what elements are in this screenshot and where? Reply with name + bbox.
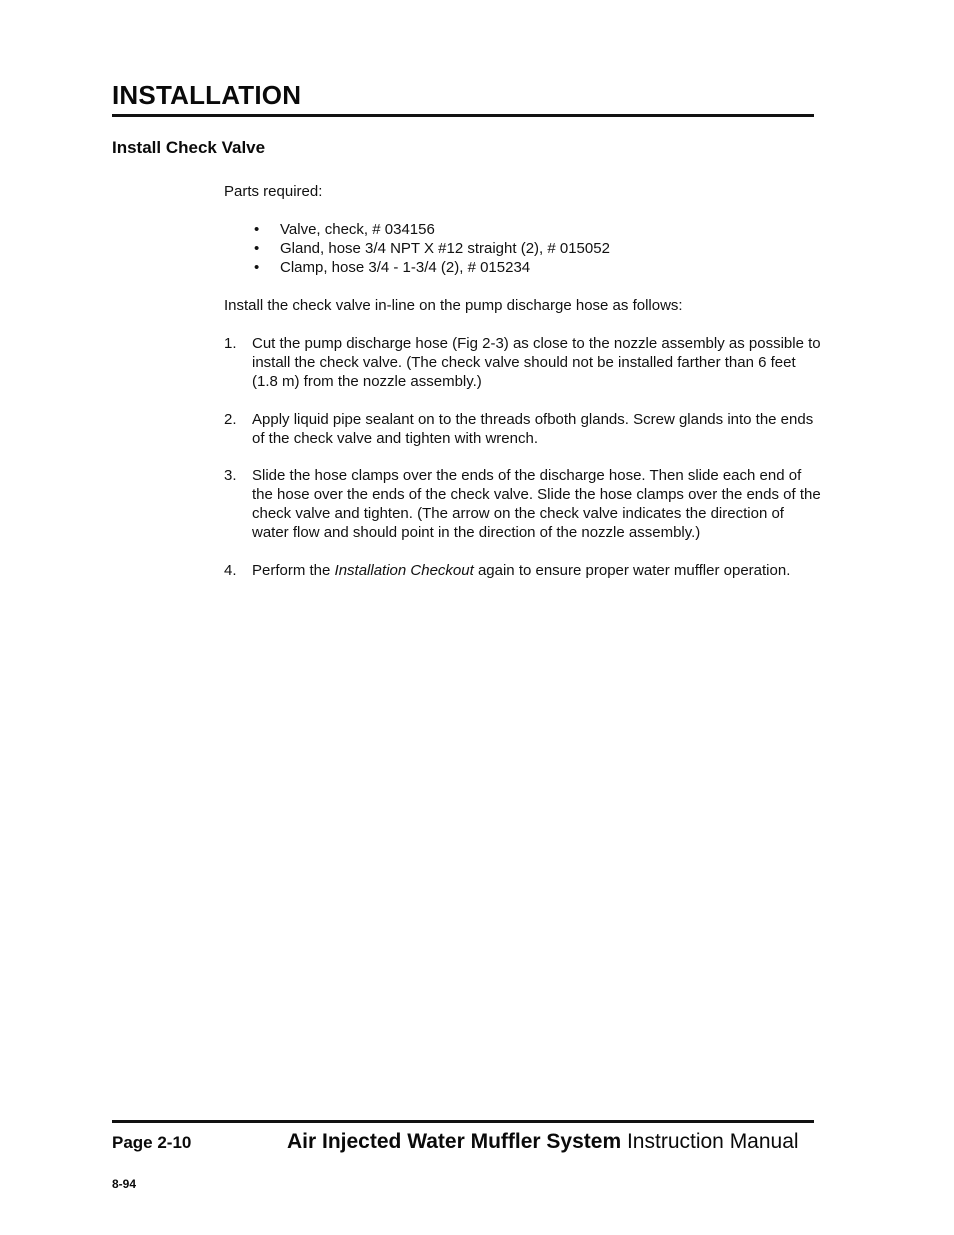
parts-intro: Parts required:	[224, 183, 323, 200]
step-item	[224, 334, 824, 391]
steps-list	[224, 334, 824, 580]
step-text: Cut the pump discharge hose (Fig 2-3) as close to the nozzle assembly as possible to install the check valve. (The check valve should not be installed farther than 6 feet (1.8 m) from the nozzle assembly.)	[252, 335, 821, 390]
section-body	[224, 182, 824, 598]
page-number: Page 2-10	[112, 1133, 192, 1152]
manual-title-bold: Air Injected Water Muffler System	[287, 1130, 622, 1153]
section-heading: Install Check Valve	[112, 138, 266, 157]
step-number: 1.	[224, 335, 237, 352]
header-rule	[112, 114, 814, 117]
footer-rule	[112, 1120, 814, 1123]
step-item	[224, 466, 824, 542]
step-text-after: again to ensure proper water muffler operation.	[473, 561, 791, 579]
step-item	[224, 561, 824, 580]
step-text	[252, 562, 790, 579]
page-title: INSTALLATION	[112, 80, 302, 110]
parts-list-item	[224, 220, 824, 239]
parts-list-item	[224, 239, 824, 258]
parts-list-item	[224, 258, 824, 277]
instructions-lead: Install the check valve in-line on the pump discharge hose as follows:	[224, 297, 683, 314]
step-number: 3.	[224, 467, 237, 484]
step-item	[224, 410, 824, 448]
part-label: Valve, check, # 034156	[280, 221, 435, 238]
parts-list	[224, 220, 824, 277]
bullet-icon: •	[254, 221, 260, 238]
step-text-before: Perform the	[252, 561, 335, 579]
manual-title-regular: Instruction Manual	[621, 1130, 799, 1153]
manual-title	[287, 1130, 799, 1154]
installation-checkout-reference: Installation Checkout	[334, 561, 474, 579]
revision-date: 8-94	[112, 1177, 137, 1191]
step-number: 4.	[224, 561, 237, 579]
step-text: Slide the hose clamps over the ends of the discharge hose. Then slide each end of the hose over the ends of the check valve. Slide the hose clamps over the ends of the check valve and tighten. (The arrow on the check valve indicates the direction of water flow and should point in the direction of the nozzle assembly.)	[252, 467, 821, 541]
bullet-icon: •	[254, 259, 260, 276]
bullet-icon: •	[254, 240, 260, 257]
part-label: Gland, hose 3/4 NPT X #12 straight (2), # 015052	[280, 240, 610, 257]
part-label: Clamp, hose 3/4 - 1-3/4 (2), # 015234	[280, 259, 531, 276]
step-text: Apply liquid pipe sealant on to the threads ofboth glands. Screw glands into the ends of the check valve and tighten with wrench.	[252, 410, 814, 447]
step-number: 2.	[224, 410, 237, 428]
